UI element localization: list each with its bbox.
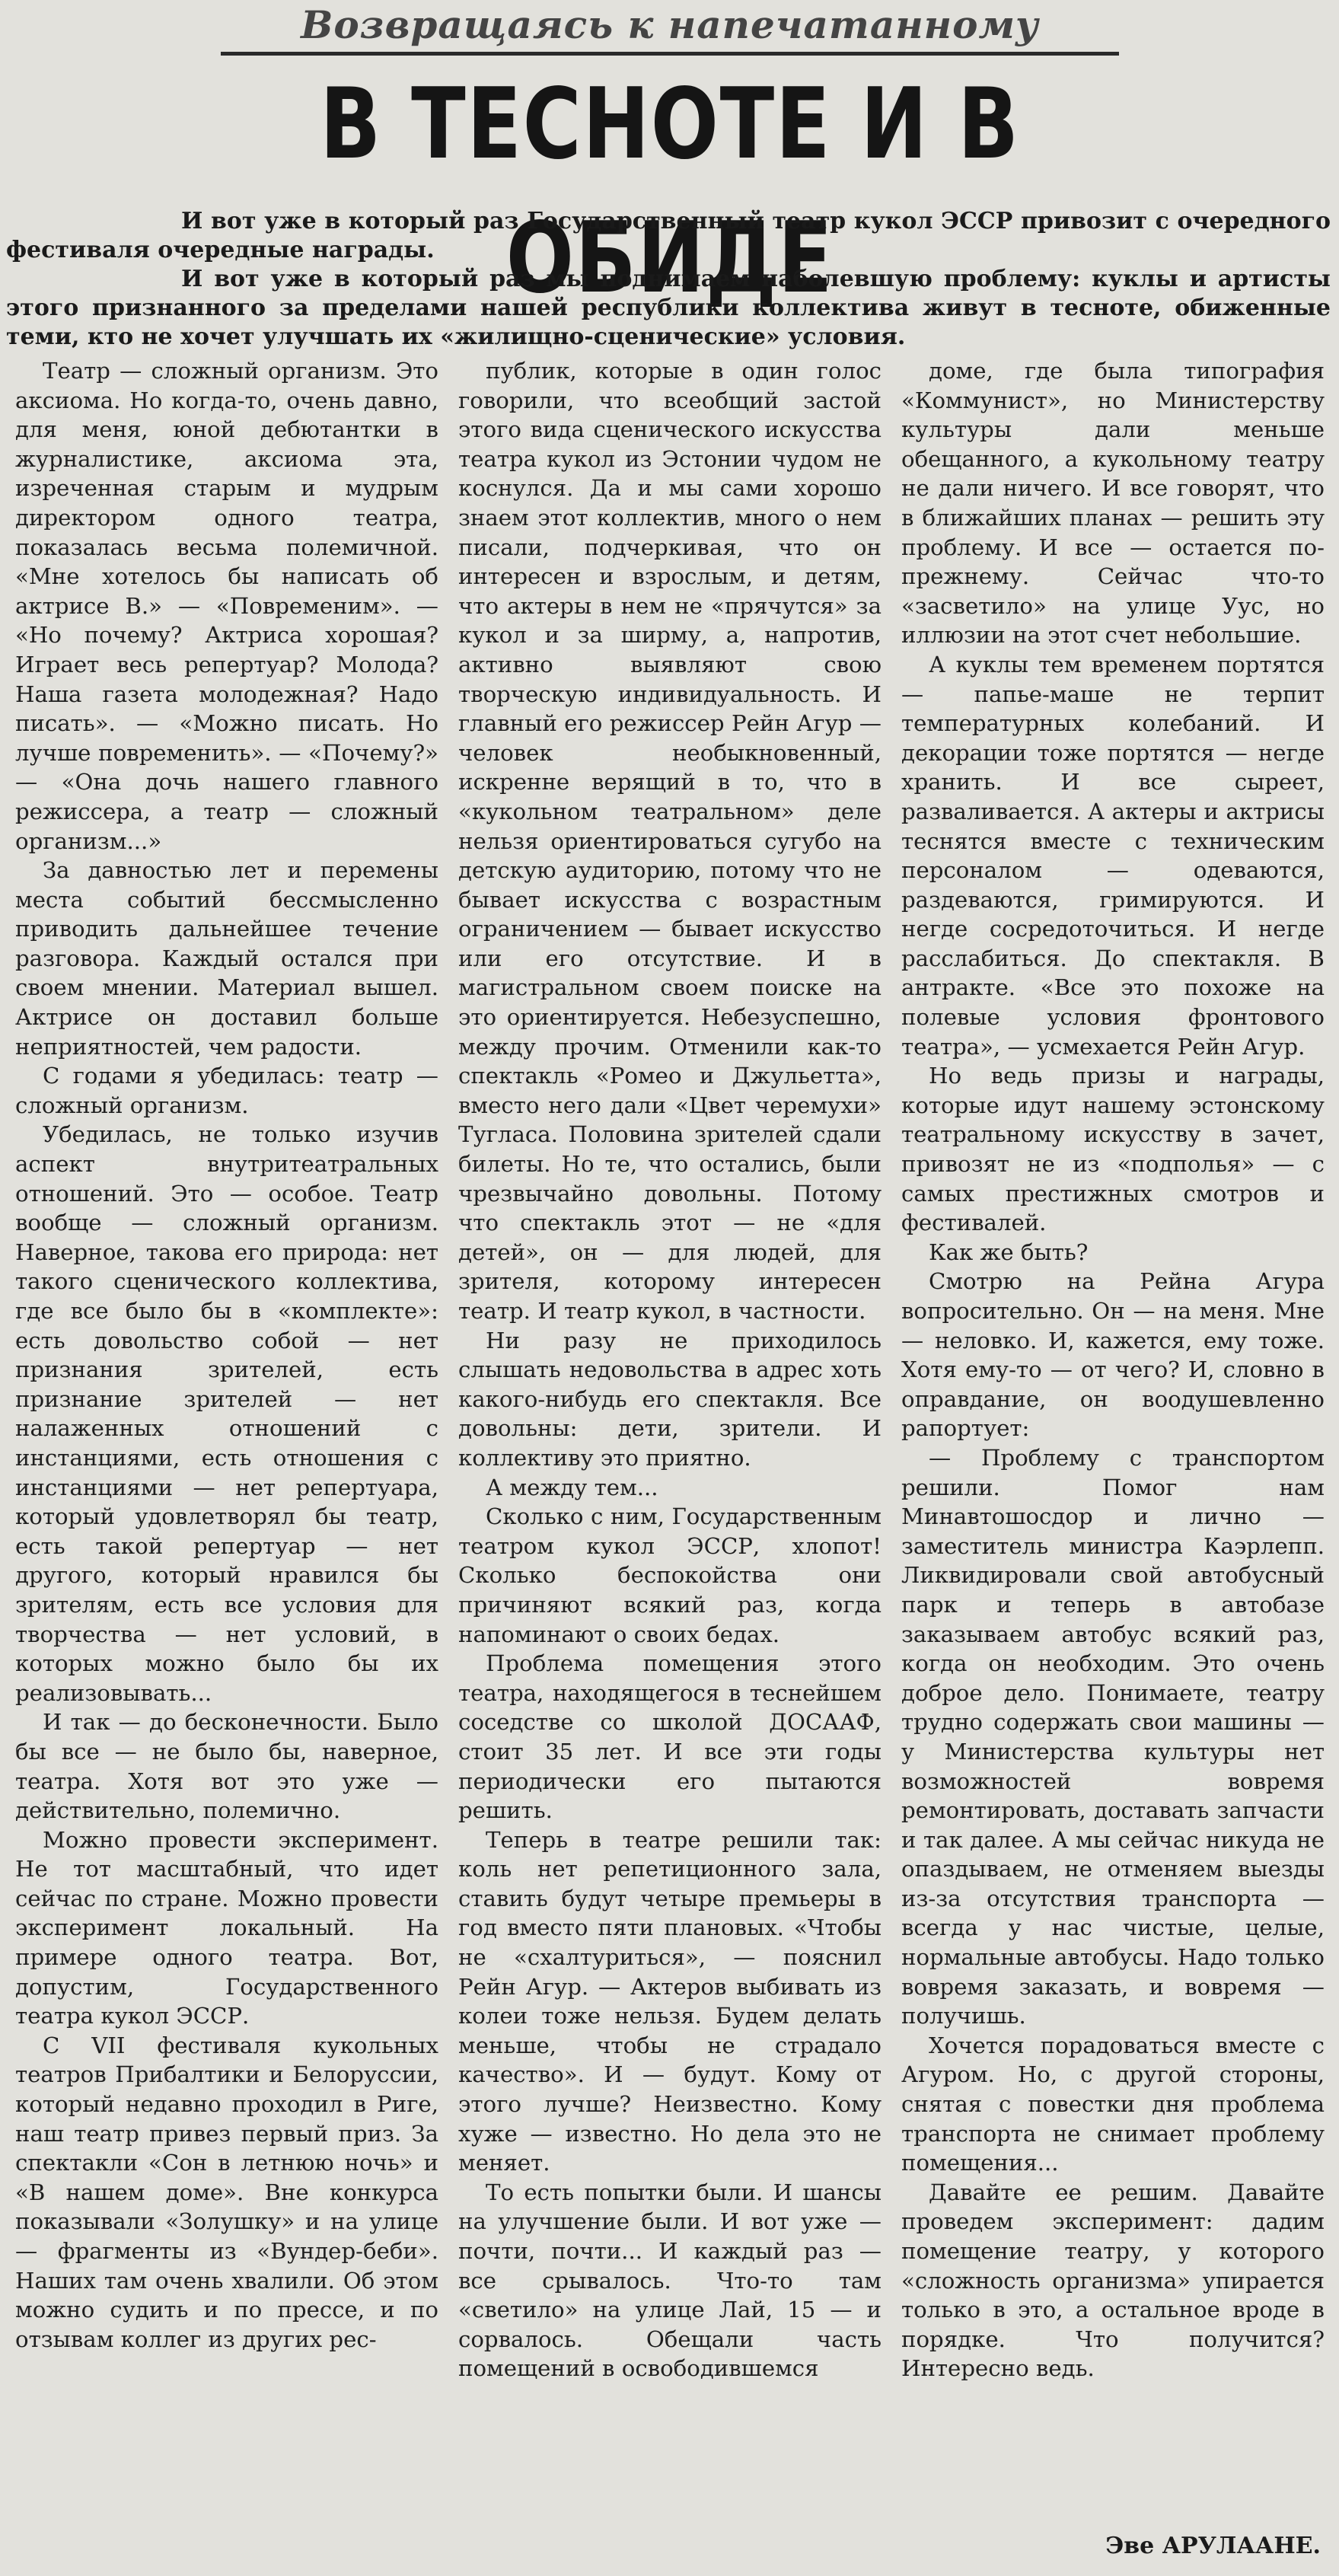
article-body (15, 356, 1325, 2564)
body-paragraph: Можно провести эксперимент. Не тот масштабный, что идет сейчас по стране. Можно провести эксперимент локальный. На примере одного театра. Вот, допустим, Государственного театра кукол ЭССР. (15, 1826, 438, 2029)
body-paragraph: Проблема помещения этого театра, находящегося в теснейшем соседстве со школой ДОСААФ, стоит 35 лет. И все эти годы периодически его пытаются решить. (458, 1650, 882, 1824)
rubric-heading: Возвращаясь к напечатанному (221, 0, 1119, 56)
body-paragraph: То есть попытки были. И шансы на улучшение были. И вот уже — почти, почти... И каждый раз — все срывалось. Что-то там «светило» на улице Лай, 15 — и сорвалось. Обещали часть помещений в освободившемся (458, 2179, 882, 2382)
body-paragraph: Хочется порадоваться вместе с Агуром. Но, с другой стороны, снятая с повестки дня проблема транспорта не снимает проблему помещения... (901, 2032, 1325, 2176)
body-paragraph: Теперь в театре решили так: коль нет репетиционного зала, ставить будут четыре премьеры в год вместо пяти плановых. «Чтобы не «схалтуриться», — пояснил Рейн Агур. — Актеров выбивать из колеи тоже нельзя. Будем делать меньше, чтобы не страдало качество». И — будут. Кому от этого лучше? Неизвестно. Кому хуже — известно. Но дела это не меняет. (458, 1826, 882, 2176)
body-paragraph: Сколько с ним, Государственным театром кукол ЭССР, хлопот! Сколько беспокойства они причиняют всякий раз, когда напоминают о своих бедах. (458, 1503, 882, 1647)
body-paragraph: доме, где была типография «Коммунист», но Министерству культуры дали меньше обещанного, а кукольному театру не дали ничего. И все говорят, что в ближайших планах — решить эту проблему. И все — остается по-прежнему. Сейчас что-то «засветило» на улице Уус, но иллюзии на этот счет небольшие. (901, 358, 1325, 649)
lead-paragraph: И вот уже в который раз мы поднимаем наболевшую проблему: куклы и артисты этого признанного за пределами нашей республики коллектива живут в тесноте, обиженные теми, кто не хочет улучшать их «жилищно-сценические» условия. (6, 266, 1331, 350)
lead-paragraph: И вот уже в который раз Государственный театр кукол ЭССР привозит с очередного фестиваля очередные награды. (6, 208, 1331, 263)
text-column-3 (901, 356, 1325, 2564)
body-paragraph: Ни разу не приходилось слышать недовольства в адрес хоть какого-нибудь его спектакля. Все довольны: дети, зрители. И коллективу это приятно. (458, 1327, 882, 1471)
body-paragraph: Смотрю на Рейна Агура вопросительно. Он — на меня. Мне — неловко. И, кажется, ему тоже. Хотя ему-то — от чего? И, словно в оправдание, он воодушевленно рапортует: (901, 1268, 1325, 1442)
body-paragraph: С VII фестиваля кукольных театров Прибалтики и Белоруссии, который недавно проходил в Риге, наш театр привез первый приз. За спектакли «Сон в летнюю ночь» и «В нашем доме». Вне конкурса показывали «Золушку» и на улице — фрагменты из «Вундер-беби». Наших там очень хвалили. Об этом можно судить и по прессе, и по отзывам коллег из других рес- (15, 2032, 438, 2352)
body-paragraph: С годами я убедилась: театр — сложный организм. (15, 1063, 438, 1118)
body-paragraph: И так — до бесконечности. Было бы все — не было бы, наверное, театра. Хотя вот это уже — действительно, полемично. (15, 1709, 438, 1824)
body-paragraph: А куклы тем временем портятся — папье-маше не терпит температурных колебаний. И декорации тоже портятся — негде хранить. И все сыреет, разваливается. А актеры и актрисы теснятся вместе с техническим персоналом — одеваются, раздеваются, гримируются. И негде сосредоточиться. И негде расслабиться. До спектакля. В антракте. «Все это похоже на полевые условия фронтового театра», — усмехается Рейн Агур. (901, 651, 1325, 1060)
author-signature: Эве АРУЛААНЕ. (1105, 2533, 1321, 2559)
article-lead (6, 207, 1331, 352)
body-paragraph: публик, которые в один голос говорили, что всеобщий застой этого вида сценического искусства театра кукол из Эстонии чудом не коснулся. Да и мы сами хорошо знаем этот коллектив, много о нем писали, подчеркивая, что он интересен и взрослым, и детям, что актеры в нем не «прячутся» за кукол и за ширму, а, напротив, активно выявляют свою творческую индивидуальность. И главный его режиссер Рейн Агур — человек необыкновенный, искренне верящий в то, что в «кукольном театральном» деле нельзя ориентироваться сугубо на детскую аудиторию, потому что не бывает искусства с возрастным ограничением — бывает искусство или его отсутствие. И в магистральном своем поиске на это ориентируется. Небезуспешно, между прочим. Отменили как-то спектакль «Ромео и Джульетта», вместо него дали «Цвет черемухи» Тугласа. Половина зрителей сдали билеты. Но те, что остались, были чрезвычайно довольны. Потому что спектакль этот — не «для детей», он — для людей, для зрителя, которому интересен театр. И театр кукол, в частности. (458, 358, 882, 1324)
body-paragraph: За давностью лет и перемены места событий бессмысленно приводить дальнейшее течение разговора. Каждый остался при своем мнении. Материал вышел. Актрисе он доставил больше неприятностей, чем радости. (15, 857, 438, 1060)
body-paragraph: Убедилась, не только изучив аспект внутритеатральных отношений. Это — особое. Театр вообще — сложный организм. Наверное, такова его природа: нет такого сценического коллектива, где все было бы в «комплекте»: есть довольство собой — нет признания зрителей, есть признание зрителей — нет налаженных отношений с инстанциями, есть отношения с инстанциями — нет репертуара, который удовлетворял бы театр, есть такой репертуар — нет другого, который нравился бы зрителям, есть все условия для творчества — нет условий, в которых можно было бы их реализовывать... (15, 1121, 438, 1706)
text-column-1 (15, 356, 438, 2564)
body-paragraph: Как же быть? (929, 1239, 1089, 1265)
body-paragraph: Давайте ее решим. Давайте проведем эксперимент: дадим помещение театру, у которого «сложность организма» упирается только в это, а остальное вроде в порядке. Что получится? Интересно ведь. (901, 2179, 1325, 2382)
body-paragraph: Но ведь призы и награды, которые идут нашему эстонскому театральному искусству в зачет, привозят не из «подполья» — с самых престижных смотров и фестивалей. (901, 1063, 1325, 1236)
text-column-2 (458, 356, 882, 2564)
body-paragraph: — Проблему с транспортом решили. Помог нам Минавтошосдор и лично — заместитель министра Каэрлепп. Ликвидировали свой автобусный парк и теперь в автобазе заказываем автобус всякий раз, когда он необходим. Это очень доброе дело. Понимаете, театру трудно содержать свои машины — у Министерства культуры нет возможностей вовремя ремонтировать, доставать запчасти и так далее. А мы сейчас никуда не опаздываем, не отменяем выезды из-за отсутствия транспорта — всегда у нас чистые, целые, нормальные автобусы. Надо только вовремя заказать, и вовремя — получишь. (901, 1444, 1325, 2029)
body-paragraph: Театр — сложный организм. Это аксиома. Но когда-то, очень давно, для меня, юной дебютантки в журналистике, аксиома эта, изреченная старым и мудрым директором одного театра, показалась весьма полемичной. «Мне хотелось бы написать об актрисе В.» — «Повременим». — «Но почему? Актриса хорошая? Играет весь репертуар? Молода? Наша газета молодежная? Надо писать». — «Можно писать. Но лучше повременить». — «Почему?» — «Она дочь нашего главного режиссера, а театр — сложный организм...» (15, 358, 438, 854)
article-title: В ТЕСНОТЕ И В ОБИДЕ (320, 68, 1020, 315)
body-paragraph: А между тем... (486, 1474, 658, 1500)
